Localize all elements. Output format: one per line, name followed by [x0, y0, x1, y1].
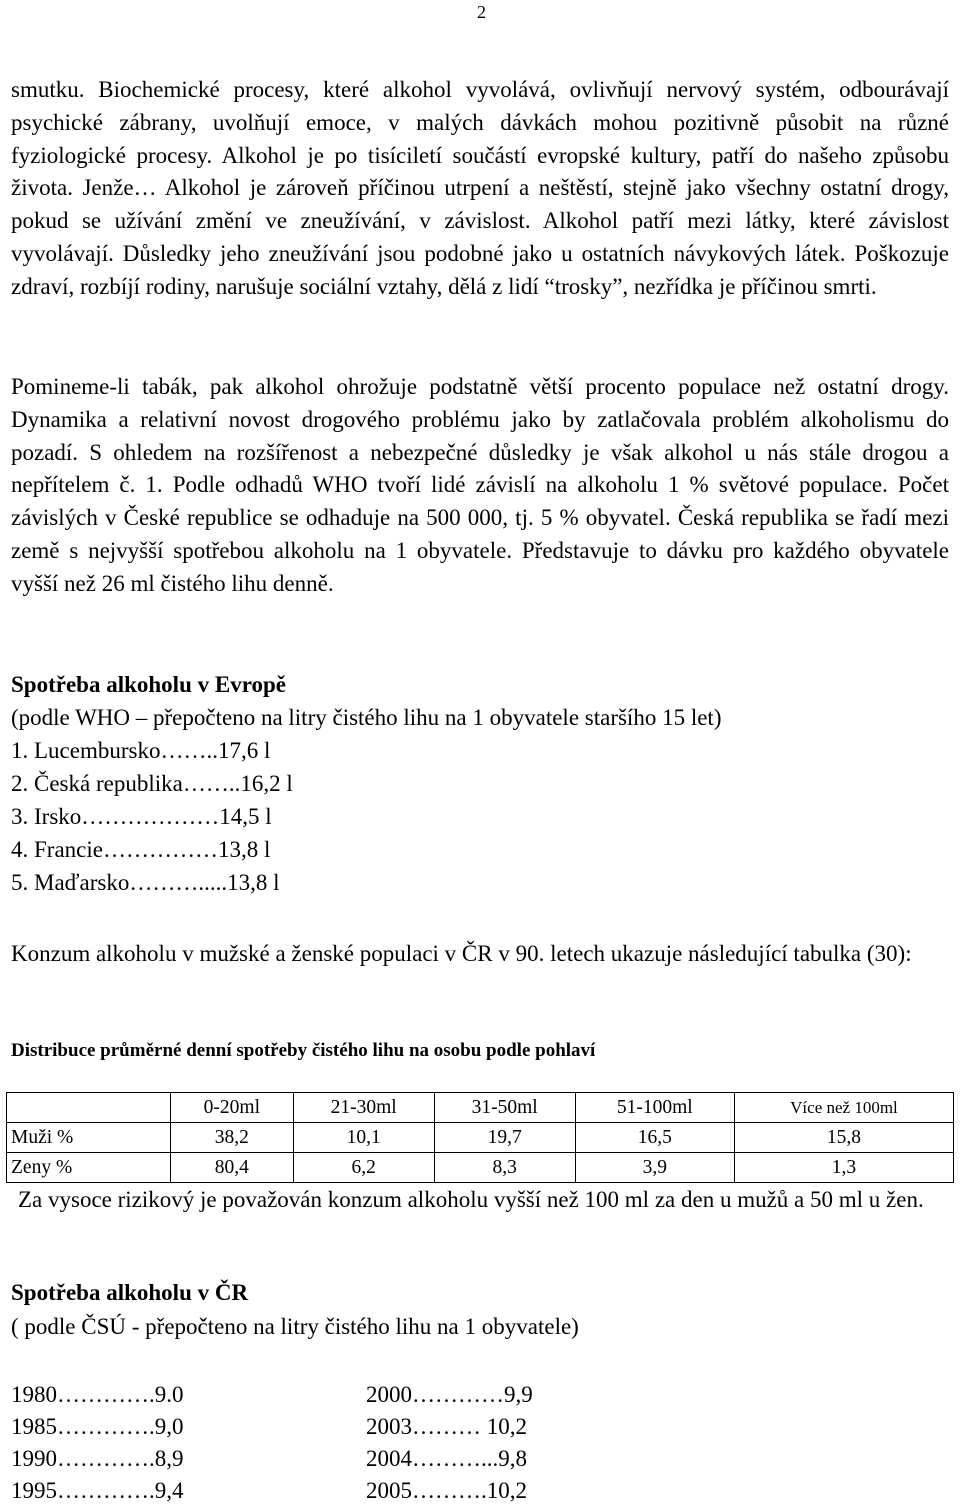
europe-list-item: 1. Lucembursko……..17,6 l [11, 738, 271, 763]
table-header-cell: 31-50ml [434, 1093, 575, 1123]
table-title: Distribuce průměrné denní spotřeby čistého lihu na osobu podle pohlaví [11, 1040, 596, 1061]
table-cell: 38,2 [171, 1123, 294, 1153]
consumption-intro: Konzum alkoholu v mužské a ženské populaci v ČR v 90. letech ukazuje následující tabulka (30): [11, 941, 912, 966]
table-header-cell: Více než 100ml [734, 1093, 953, 1123]
europe-subtitle: (podle WHO – přepočteno na litry čistého lihu na 1 obyvatele staršího 15 let) [11, 705, 722, 730]
table-cell: 80,4 [171, 1153, 294, 1183]
table-header-cell [7, 1093, 171, 1123]
table-row-label: Muži % [7, 1123, 171, 1153]
table-cell: 15,8 [734, 1123, 953, 1153]
cr-year-left: 1995………….9,4 [11, 1478, 184, 1503]
distribution-table [6, 1092, 954, 1183]
table-cell: 1,3 [734, 1153, 953, 1183]
europe-heading: Spotřeba alkoholu v Evropě [11, 672, 286, 697]
europe-list-item: 2. Česká republika……..16,2 l [11, 771, 293, 796]
table-cell: 3,9 [575, 1153, 734, 1183]
europe-list-item: 3. Irsko………………14,5 l [11, 804, 272, 829]
table-cell: 16,5 [575, 1123, 734, 1153]
table-cell: 6,2 [293, 1153, 434, 1183]
table-header-cell: 21-30ml [293, 1093, 434, 1123]
table-cell: 10,1 [293, 1123, 434, 1153]
table-row-label: Zeny % [7, 1153, 171, 1183]
risk-note: Za vysoce rizikový je považován konzum alkoholu vyšší než 100 ml za den u mužů a 50 ml u žen. [18, 1187, 924, 1212]
table-header-cell: 51-100ml [575, 1093, 734, 1123]
europe-list-item: 5. Maďarsko……….....13,8 l [11, 870, 280, 895]
page-number: 2 [477, 2, 486, 22]
cr-year-left: 1985………….9,0 [11, 1414, 184, 1439]
table-cell: 19,7 [434, 1123, 575, 1153]
cr-heading: Spotřeba alkoholu v ČR [11, 1280, 249, 1305]
cr-year-left: 1990………….8,9 [11, 1446, 184, 1471]
cr-year-right: 2000…………9,9 [366, 1382, 533, 1407]
table-cell: 8,3 [434, 1153, 575, 1183]
table-row [7, 1153, 954, 1183]
table-header-row [7, 1093, 954, 1123]
table-header-cell: 0-20ml [171, 1093, 294, 1123]
cr-year-left: 1980………….9.0 [11, 1382, 184, 1407]
cr-year-right: 2005……….10,2 [366, 1478, 527, 1503]
intro-paragraph: smutku. Biochemické procesy, které alkohol vyvolává, ovlivňují nervový systém, odbourávají psychické zábrany, uvolňují emoce, v malých dávkách mohou pozitivně působit na různé fyziologické procesy. Alkohol je po tisíciletí součástí evropské kultury, patří do našeho způsobu života. Jenže… Alkohol je zároveň příčinou utrpení a neštěstí, stejně jako všechny ostatní drogy, pokud se užívání změní ve zneužívání, v závislost. Alkohol patří mezi látky, které závislost vyvolávají. Důsledky jeho zneužívání jsou podobné jako u ostatních návykových látek. Poškozuje zdraví, rozbíjí rodiny, narušuje sociální vztahy, dělá z lidí “trosky”, nezřídka je příčinou smrti. [11, 77, 949, 299]
cr-year-right: 2003……… 10,2 [366, 1414, 527, 1439]
cr-year-right: 2004………...9,8 [366, 1446, 527, 1471]
cr-subtitle: ( podle ČSÚ - přepočteno na litry čistého lihu na 1 obyvatele) [11, 1314, 579, 1339]
table-row [7, 1123, 954, 1153]
europe-list-item: 4. Francie……………13,8 l [11, 837, 271, 862]
second-paragraph: Pomineme-li tabák, pak alkohol ohrožuje podstatně větší procento populace než ostatní drogy. Dynamika a relativní novost drogového problému jako by zatlačovala problém alkoholismu do pozadí. S ohledem na rozšířenost a nebezpečné důsledky je však alkohol u nás stále drogou a nepřítelem č. 1. Podle odhadů WHO tvoří lidé závislí na alkoholu 1 % světové populace. Počet závislých v České republice se odhaduje na 500 000, tj. 5 % obyvatel. Česká republika se řadí mezi země s nejvyšší spotřebou alkoholu na 1 obyvatele. Představuje to dávku pro každého obyvatele vyšší než 26 ml čistého lihu denně. [11, 374, 949, 596]
